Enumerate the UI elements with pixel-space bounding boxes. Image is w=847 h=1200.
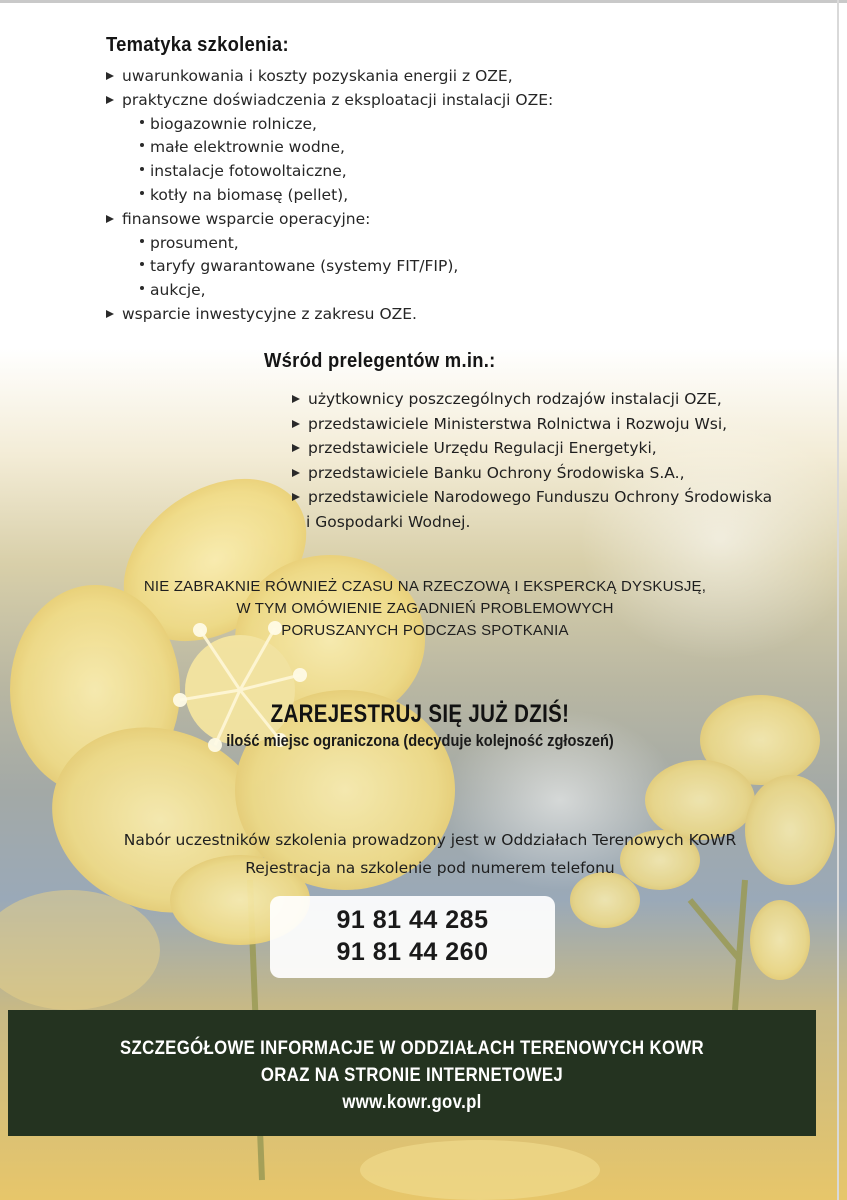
dot-bullet-icon [140,239,144,243]
triangle-bullet-icon [292,469,300,477]
topic-subitem: kotły na biomasę (pellet), [140,184,646,208]
triangle-bullet-icon [292,493,300,501]
topic-item: praktyczne doświadczenia z eksploatacji instalacji OZE: biogazownie rolnicze, małe elektrownie wodne, instalacje fotowoltaiczne, kotły na biomasę (pellet), [106,89,646,208]
speaker-item-continuation: i Gospodarki Wodnej. [306,512,471,531]
phone-numbers-box [270,896,555,978]
topics-section [106,34,646,327]
page-top-edge [0,0,847,3]
triangle-bullet-icon [106,72,114,80]
register-headline: ZAREJESTRUJ SIĘ JUŻ DZIŚ! [270,700,570,728]
speaker-item: przedstawiciele Banku Ochrony Środowiska S.A., [292,461,792,486]
recruitment-line: Nabór uczestników szkolenia prowadzony jest w Oddziałach Terenowych KOWR [123,831,737,849]
recruitment-info [60,826,800,882]
topics-heading: Tematyka szkolenia: [106,34,289,56]
triangle-bullet-icon [106,215,114,223]
speaker-item: przedstawiciele Narodowego Funduszu Ochrony Środowiska [292,485,792,510]
topics-list [106,65,646,327]
topic-item: finansowe wsparcie operacyjne: prosument, taryfy gwarantowane (systemy FIT/FIP), aukcje, [106,208,646,303]
triangle-bullet-icon [292,395,300,403]
triangle-bullet-icon [292,444,300,452]
website-link[interactable]: www.kowr.gov.pl [342,1091,482,1113]
triangle-bullet-icon [106,96,114,104]
speakers-section-title [264,350,516,373]
topic-subitem: prosument, [140,232,646,256]
triangle-bullet-icon [106,310,114,318]
speakers-list [292,387,792,534]
registration-line: Rejestracja na szkolenie pod numerem telefonu [245,859,615,877]
topic-sublist [106,113,646,208]
phone-number[interactable]: 91 81 44 260 [336,938,489,966]
topic-subitem: małe elektrownie wodne, [140,136,646,160]
topic-subitem: aukcje, [140,279,646,303]
topic-sublist [106,232,646,303]
phone-number[interactable]: 91 81 44 285 [336,906,489,934]
topic-subitem: taryfy gwarantowane (systemy FIT/FIP), [140,255,646,279]
page-right-edge [837,0,839,1200]
speakers-heading: Wśród prelegentów m.in.: [264,350,496,372]
discussion-note [90,576,760,642]
topic-subitem: instalacje fotowoltaiczne, [140,160,646,184]
speaker-item: przedstawiciele Ministerstwa Rolnictwa i Rozwoju Wsi, [292,412,792,437]
footer-line: ORAZ NA STRONIE INTERNETOWEJ [260,1064,564,1086]
discussion-line: NIE ZABRAKNIE RÓWNIEŻ CZASU NA RZECZOWĄ I EKSPERCKĄ DYSKUSJĘ, [143,578,707,595]
dot-bullet-icon [140,262,144,266]
dot-bullet-icon [140,167,144,171]
dot-bullet-icon [140,191,144,195]
dot-bullet-icon [140,286,144,290]
topic-subitem: biogazownie rolnicze, [140,113,646,137]
dot-bullet-icon [140,143,144,147]
speaker-item: użytkownicy poszczególnych rodzajów instalacji OZE, [292,387,792,412]
triangle-bullet-icon [292,420,300,428]
footer-line: SZCZEGÓŁOWE INFORMACJE W ODDZIAŁACH TERENOWYCH KOWR [120,1037,704,1059]
speaker-item: przedstawiciele Urzędu Regulacji Energetyki, [292,436,792,461]
limited-seats-note: ilość miejsc ograniczona (decyduje kolejność zgłoszeń) [226,731,614,750]
topic-item: uwarunkowania i koszty pozyskania energii z OZE, [106,65,646,89]
footer-banner [8,1010,816,1136]
register-callout [120,700,720,751]
dot-bullet-icon [140,120,144,124]
discussion-line: W TYM OMÓWIENIE ZAGADNIEŃ PROBLEMOWYCH [236,600,614,617]
topic-item: wsparcie inwestycyjne z zakresu OZE. [106,303,646,327]
discussion-line: PORUSZANYCH PODCZAS SPOTKANIA [281,622,569,639]
